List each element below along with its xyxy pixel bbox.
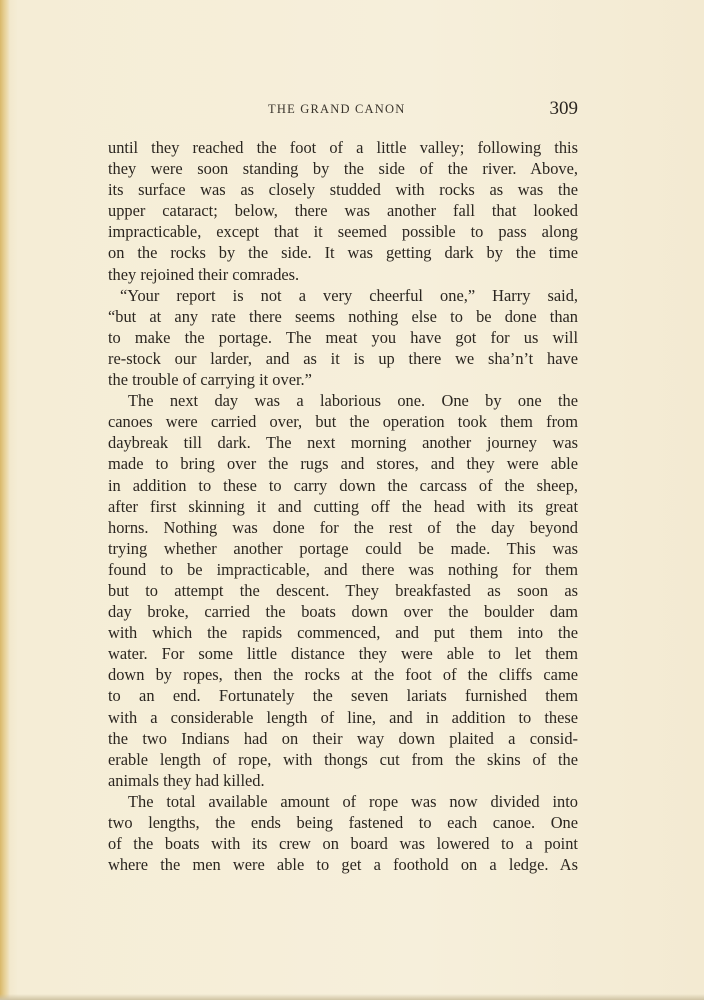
text-line: made to bring over the rugs and stores, and they were able [108,454,578,474]
text-line: they were soon standing by the side of the river. Above, [108,159,578,179]
text-line: upper cataract; below, there was another fall that looked [108,201,578,221]
text-line: its surface was as closely studded with rocks as was the [108,180,578,200]
text-line: of the boats with its crew on board was lowered to a point [108,834,578,854]
text-line: animals they had killed. [108,770,265,790]
text-line: canoes were carried over, but the operation took them from [108,412,578,432]
body-text [108,137,578,875]
text-line: with which the rapids commenced, and put them into the [108,623,578,643]
text-line: day broke, carried the boats down over the boulder dam [108,602,578,622]
text-line: horns. Nothing was done for the rest of the day beyond [108,517,578,537]
text-line: in addition to these to carry down the carcass of the sheep, [108,475,578,495]
text-line: found to be impracticable, and there was nothing for them [108,559,578,579]
text-line: they rejoined their comrades. [108,264,300,284]
running-head [108,98,578,122]
text-line: where the men were able to get a foothold on a ledge. As [108,855,578,875]
text-line: on the rocks by the side. It was getting dark by the time [108,243,578,263]
paragraph-first-line: The next day was a laborious one. One by one the [128,391,578,411]
text-line: to an end. Fortunately the seven lariats furnished them [108,686,578,706]
text-line: with a considerable length of line, and in addition to these [108,707,578,727]
page-gutter-shadow [0,0,10,1000]
text-line: daybreak till dark. The next morning another journey was [108,433,578,453]
text-line: the trouble of carrying it over.” [108,370,312,390]
text-line: trying whether another portage could be made. This was [108,538,578,558]
text-line: down by ropes, then the rocks at the foot of the cliffs came [108,665,578,685]
text-line: two lengths, the ends being fastened to each canoe. One [108,813,578,832]
page-number: 309 [549,98,578,119]
text-line: the two Indians had on their way down plaited a consid- [108,728,578,748]
running-title: THE GRAND CANON [268,102,406,116]
text-line: water. For some little distance they were able to let them [108,644,578,664]
text-line: after first skinning it and cutting off the head with its great [108,496,578,516]
text-line: impracticable, except that it seemed possible to pass along [108,222,578,242]
text-line: “but at any rate there seems nothing else to be done than [108,306,578,326]
text-line: re-stock our larder, and as it is up there we sha’n’t have [108,348,578,368]
page-bottom-edge [0,994,704,1000]
paragraph-first-line: The total available amount of rope was now divided into [128,791,578,811]
text-line: until they reached the foot of a little valley; following this [108,138,578,157]
paragraph-first-line: “Your report is not a very cheerful one,” Harry said, [120,285,578,305]
text-line: but to attempt the descent. They breakfasted as soon as [108,580,578,600]
text-line: erable length of rope, with thongs cut from the skins of the [108,749,578,769]
text-line: to make the portage. The meat you have got for us will [108,327,578,347]
